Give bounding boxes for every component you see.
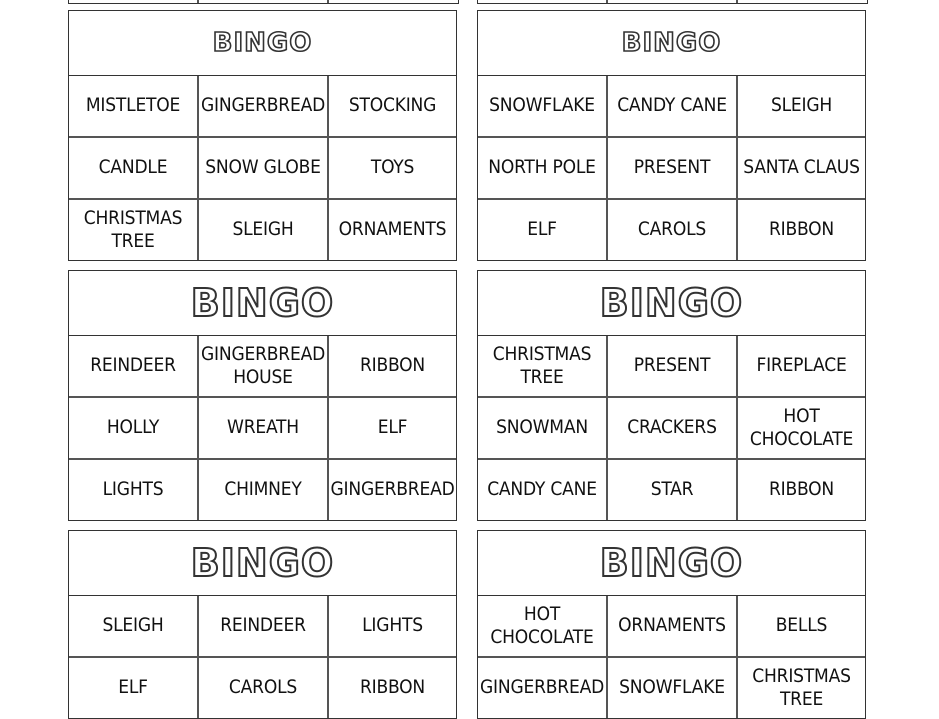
bingo-grid <box>69 76 456 260</box>
bingo-title: BINGO <box>478 11 865 76</box>
bingo-cell: BELLS <box>738 596 865 656</box>
bingo-grid <box>69 596 456 718</box>
bingo-cell: PRESENT <box>608 336 736 396</box>
bingo-card-1 <box>68 10 457 261</box>
bingo-cell: STOCKING <box>329 76 456 136</box>
bingo-grid <box>69 336 456 520</box>
bingo-cell: GINGERBREAD <box>329 460 456 520</box>
bingo-grid <box>478 76 865 260</box>
bingo-cell: SLEIGH <box>738 76 865 136</box>
bingo-grid <box>478 596 865 718</box>
bingo-cell: RIBBON <box>329 658 456 718</box>
bingo-cell: HOT CHOCOLATE <box>738 398 865 458</box>
bingo-cell: LIGHTS <box>69 460 197 520</box>
bingo-cell: ELF <box>329 398 456 458</box>
bingo-cell: REINDEER <box>199 596 327 656</box>
bingo-cell: ELF <box>69 658 197 718</box>
bingo-card-4 <box>477 270 866 521</box>
bingo-title: BINGO <box>478 271 865 336</box>
bingo-title: BINGO <box>69 531 456 596</box>
bingo-cell: RIBBON <box>329 336 456 396</box>
bingo-card-3 <box>68 270 457 521</box>
bingo-cell: GINGERBREAD HOUSE <box>199 336 327 396</box>
bingo-cell: FIREPLACE <box>738 336 865 396</box>
bingo-cell: SNOWFLAKE <box>478 76 606 136</box>
bingo-card-6 <box>477 530 866 719</box>
bingo-cell: PRESENT <box>608 138 736 198</box>
bingo-title: BINGO <box>478 531 865 596</box>
bingo-cell: CHIMNEY <box>199 460 327 520</box>
bingo-card-2 <box>477 10 866 261</box>
bingo-title: BINGO <box>69 11 456 76</box>
bingo-cell: CANDY CANE <box>478 460 606 520</box>
bingo-cell: GINGERBREAD <box>478 658 606 718</box>
bingo-cell: HOT CHOCOLATE <box>478 596 606 656</box>
bingo-cell: CANDLE <box>69 138 197 198</box>
bingo-cell: TOYS <box>329 138 456 198</box>
previous-card-edge-left <box>68 0 459 4</box>
bingo-cell: RIBBON <box>738 460 865 520</box>
bingo-cell: STAR <box>608 460 736 520</box>
bingo-cell: LIGHTS <box>329 596 456 656</box>
previous-card-edge-right <box>477 0 868 4</box>
bingo-cell: HOLLY <box>69 398 197 458</box>
bingo-cell: GINGERBREAD <box>199 76 327 136</box>
bingo-cell: ORNAMENTS <box>329 200 456 260</box>
bingo-cell: MISTLETOE <box>69 76 197 136</box>
bingo-cell: ORNAMENTS <box>608 596 736 656</box>
bingo-cell: NORTH POLE <box>478 138 606 198</box>
bingo-cell: SNOW GLOBE <box>199 138 327 198</box>
bingo-cell: REINDEER <box>69 336 197 396</box>
bingo-cell: CHRISTMAS TREE <box>69 200 197 260</box>
bingo-card-5 <box>68 530 457 719</box>
bingo-cell: CAROLS <box>608 200 736 260</box>
bingo-cell: SNOWMAN <box>478 398 606 458</box>
bingo-cell: SLEIGH <box>69 596 197 656</box>
bingo-title: BINGO <box>69 271 456 336</box>
bingo-cell: SANTA CLAUS <box>738 138 865 198</box>
bingo-cell: RIBBON <box>738 200 865 260</box>
bingo-cell: CAROLS <box>199 658 327 718</box>
bingo-cell: SLEIGH <box>199 200 327 260</box>
bingo-cell: CHRISTMAS TREE <box>478 336 606 396</box>
bingo-cell: CRACKERS <box>608 398 736 458</box>
bingo-cell: ELF <box>478 200 606 260</box>
bingo-cell: CANDY CANE <box>608 76 736 136</box>
bingo-cell: SNOWFLAKE <box>608 658 736 718</box>
bingo-grid <box>478 336 865 520</box>
bingo-cell: WREATH <box>199 398 327 458</box>
bingo-cell: CHRISTMAS TREE <box>738 658 865 718</box>
